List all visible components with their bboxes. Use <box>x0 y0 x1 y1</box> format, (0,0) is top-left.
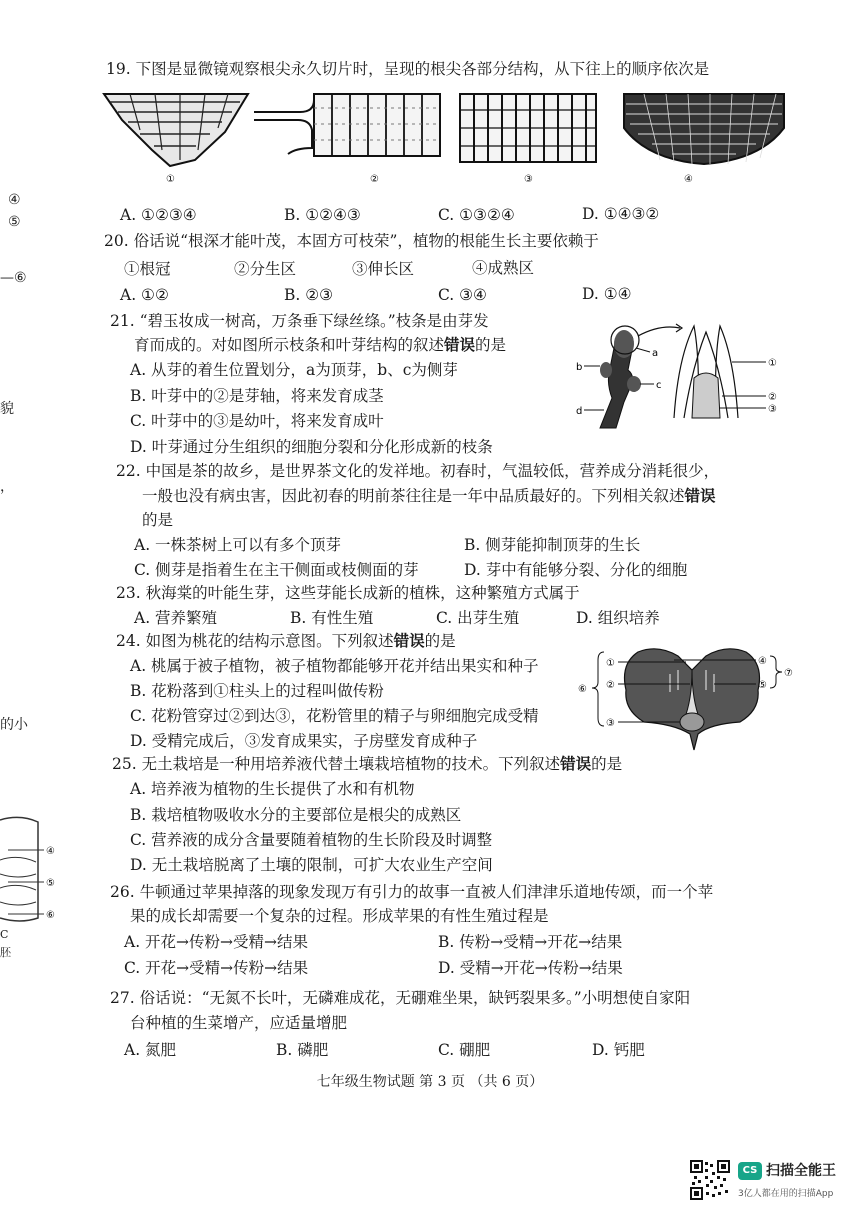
q22-option-b: B. 侧芽能抑制顶芽的生长 <box>464 536 641 554</box>
q19-option-c: C. ①③②④ <box>438 206 515 224</box>
margin-fragment: 的小 <box>0 717 28 733</box>
q27-option-c: C. 硼肥 <box>438 1041 491 1059</box>
q23-option-d: D. 组织培养 <box>576 609 660 627</box>
scanner-logo-icon: CS <box>738 1162 762 1180</box>
q19-root-tip-figure <box>100 90 800 190</box>
q27-option-d: D. 钙肥 <box>592 1041 645 1059</box>
q20-option-c: C. ③④ <box>438 286 487 304</box>
fig-label: ① <box>768 358 777 369</box>
q20-option-d: D. ①④ <box>582 285 632 303</box>
fig-label: ② <box>370 174 379 185</box>
q27-option-b: B. 磷肥 <box>276 1041 329 1059</box>
q22-option-d: D. 芽中有能够分裂、分化的细胞 <box>464 561 688 579</box>
q20-item: ②分生区 <box>234 260 297 278</box>
fig-label: b <box>576 362 583 373</box>
q19-option-d: D. ①④③② <box>582 205 660 223</box>
q26-stem-line1: 26. 牛顿通过苹果掉落的现象发现万有引力的故事一直被人们津津乐道地传颂，而一个苹 <box>110 883 714 901</box>
q20-stem: 20. 俗话说“根深才能叶茂，本固方可枝荣”，植物的根能生长主要依赖于 <box>104 232 599 250</box>
elongation-zone-cells <box>460 94 596 162</box>
fig-label: a <box>652 348 659 359</box>
scanner-tagline: 3亿人都在用的扫描App <box>738 1189 834 1199</box>
margin-beaker-fragment <box>0 810 70 960</box>
q24-option-c: C. 花粉管穿过②到达③，花粉管里的精子与卵细胞完成受精 <box>130 707 539 725</box>
q20-option-a: A. ①② <box>120 286 169 304</box>
q21-option-a: A. 从芽的着生位置划分，a为顶芽，b、c为侧芽 <box>130 361 458 379</box>
q25-option-c: C. 营养液的成分含量要随着植物的生长阶段及时调整 <box>130 831 493 849</box>
fig-label: d <box>576 406 583 417</box>
q22-option-a: A. 一株茶树上可以有多个顶芽 <box>134 536 342 554</box>
q23-option-c: C. 出芽生殖 <box>436 609 520 627</box>
q25-option-b: B. 栽培植物吸收水分的主要部位是根尖的成熟区 <box>130 806 462 824</box>
qr-code-icon <box>690 1160 730 1200</box>
fig-label: ③ <box>768 404 777 415</box>
margin-fragment: ④ <box>8 192 21 208</box>
q19-option-a: A. ①②③④ <box>120 206 197 224</box>
q21-option-c: C. 叶芽中的③是幼叶，将来发育成叶 <box>130 412 384 430</box>
q19-option-b: B. ①②④③ <box>284 206 361 224</box>
q20-item: ①根冠 <box>124 260 171 278</box>
q25-option-a: A. 培养液为植物的生长提供了水和有机物 <box>130 780 415 798</box>
margin-fragment: 胚 <box>0 946 11 959</box>
scanner-app-name: 扫描全能王 <box>766 1163 836 1179</box>
q24-stem: 24. 如图为桃花的结构示意图。下列叙述错误的是 <box>116 631 456 650</box>
maturation-zone-cells <box>254 94 440 156</box>
fig-label: ⑦ <box>784 668 793 679</box>
q21-option-b: B. 叶芽中的②是芽轴，将来发育成茎 <box>130 387 384 405</box>
margin-fragment: ⑤ <box>8 214 21 230</box>
q21-stem-line2: 育而成的。对如图所示枝条和叶芽结构的叙述错误的是 <box>134 335 507 354</box>
q23-option-b: B. 有性生殖 <box>290 609 374 627</box>
fig-label: ② <box>768 392 777 403</box>
q24-peach-flower-figure <box>574 640 814 754</box>
fig-label: ③ <box>524 174 533 185</box>
q27-option-a: A. 氮肥 <box>124 1041 177 1059</box>
q22-option-c: C. 侧芽是指着生在主干侧面或枝侧面的芽 <box>134 561 419 579</box>
q19-stem: 19. 下图是显微镜观察根尖永久切片时，呈现的根尖各部分结构，从下往上的顺序依次是 <box>106 60 710 78</box>
q24-option-b: B. 花粉落到①柱头上的过程叫做传粉 <box>130 682 384 700</box>
q27-stem-line1: 27. 俗话说：“无氮不长叶，无磷难成花，无硼难坐果，缺钙裂果多。”小明想使自家阳 <box>110 989 691 1007</box>
q21-bud-figure <box>570 318 800 430</box>
q21-stem-line1: 21. “碧玉妆成一树高，万条垂下绿丝绦。”枝条是由芽发 <box>110 312 489 330</box>
q22-stem-line3: 的是 <box>142 511 174 529</box>
q27-stem-line2: 台种植的生菜增产，应适量增肥 <box>130 1014 348 1032</box>
margin-label: ⑥ <box>46 910 55 921</box>
fig-label: ⑤ <box>758 680 767 691</box>
fig-label: ① <box>166 174 175 185</box>
q25-stem: 25. 无土栽培是一种用培养液代替土壤栽培植物的技术。下列叙述错误的是 <box>112 754 623 773</box>
page-footer: 七年级生物试题 第 3 页 （共 6 页） <box>316 1074 544 1090</box>
q24-option-d: D. 受精完成后，③发育成果实，子房壁发育成种子 <box>130 732 478 750</box>
q23-option-a: A. 营养繁殖 <box>134 609 218 627</box>
margin-label: ④ <box>46 846 55 857</box>
q22-stem-line2: 一般也没有病虫害，因此初春的明前茶往往是一年中品质最好的。下列相关叙述错误 <box>142 486 716 505</box>
q20-option-b: B. ②③ <box>284 286 334 304</box>
fig-label: ④ <box>684 174 693 185</box>
q20-item: ③伸长区 <box>352 260 415 278</box>
q24-option-a: A. 桃属于被子植物，被子植物都能够开花并结出果实和种子 <box>130 657 539 675</box>
margin-fragment: —⑥ <box>0 270 27 286</box>
fig-label: c <box>656 380 662 391</box>
meristem-cells <box>624 94 784 164</box>
q26-option-a: A. 开花→传粉→受精→结果 <box>124 933 309 951</box>
fig-label: ② <box>606 680 615 691</box>
fig-label: ③ <box>606 718 615 729</box>
fig-label: ① <box>606 658 615 669</box>
q26-option-c: C. 开花→受精→传粉→结果 <box>124 959 309 977</box>
fig-label: ④ <box>758 656 767 667</box>
margin-fragment: ， <box>0 479 14 495</box>
root-cap-cells <box>104 94 248 166</box>
q26-option-d: D. 受精→开花→传粉→结果 <box>438 959 623 977</box>
q26-option-b: B. 传粉→受精→开花→结果 <box>438 933 623 951</box>
q21-option-d: D. 叶芽通过分生组织的细胞分裂和分化形成新的枝条 <box>130 438 493 456</box>
q20-item: ④成熟区 <box>472 259 535 277</box>
q25-option-d: D. 无土栽培脱离了土壤的限制，可扩大农业生产空间 <box>130 856 493 874</box>
margin-fragment: 貌 <box>0 401 14 417</box>
margin-fragment: C <box>0 928 9 941</box>
q26-stem-line2: 果的成长却需要一个复杂的过程。形成苹果的有性生殖过程是 <box>130 907 549 925</box>
fig-label: ⑥ <box>578 684 587 695</box>
q22-stem-line1: 22. 中国是茶的故乡，是世界茶文化的发祥地。初春时，气温较低，营养成分消耗很少， <box>116 462 720 480</box>
margin-label: ⑤ <box>46 878 55 889</box>
q23-stem: 23. 秋海棠的叶能生芽，这些芽能长成新的植株，这种繁殖方式属于 <box>116 584 580 602</box>
